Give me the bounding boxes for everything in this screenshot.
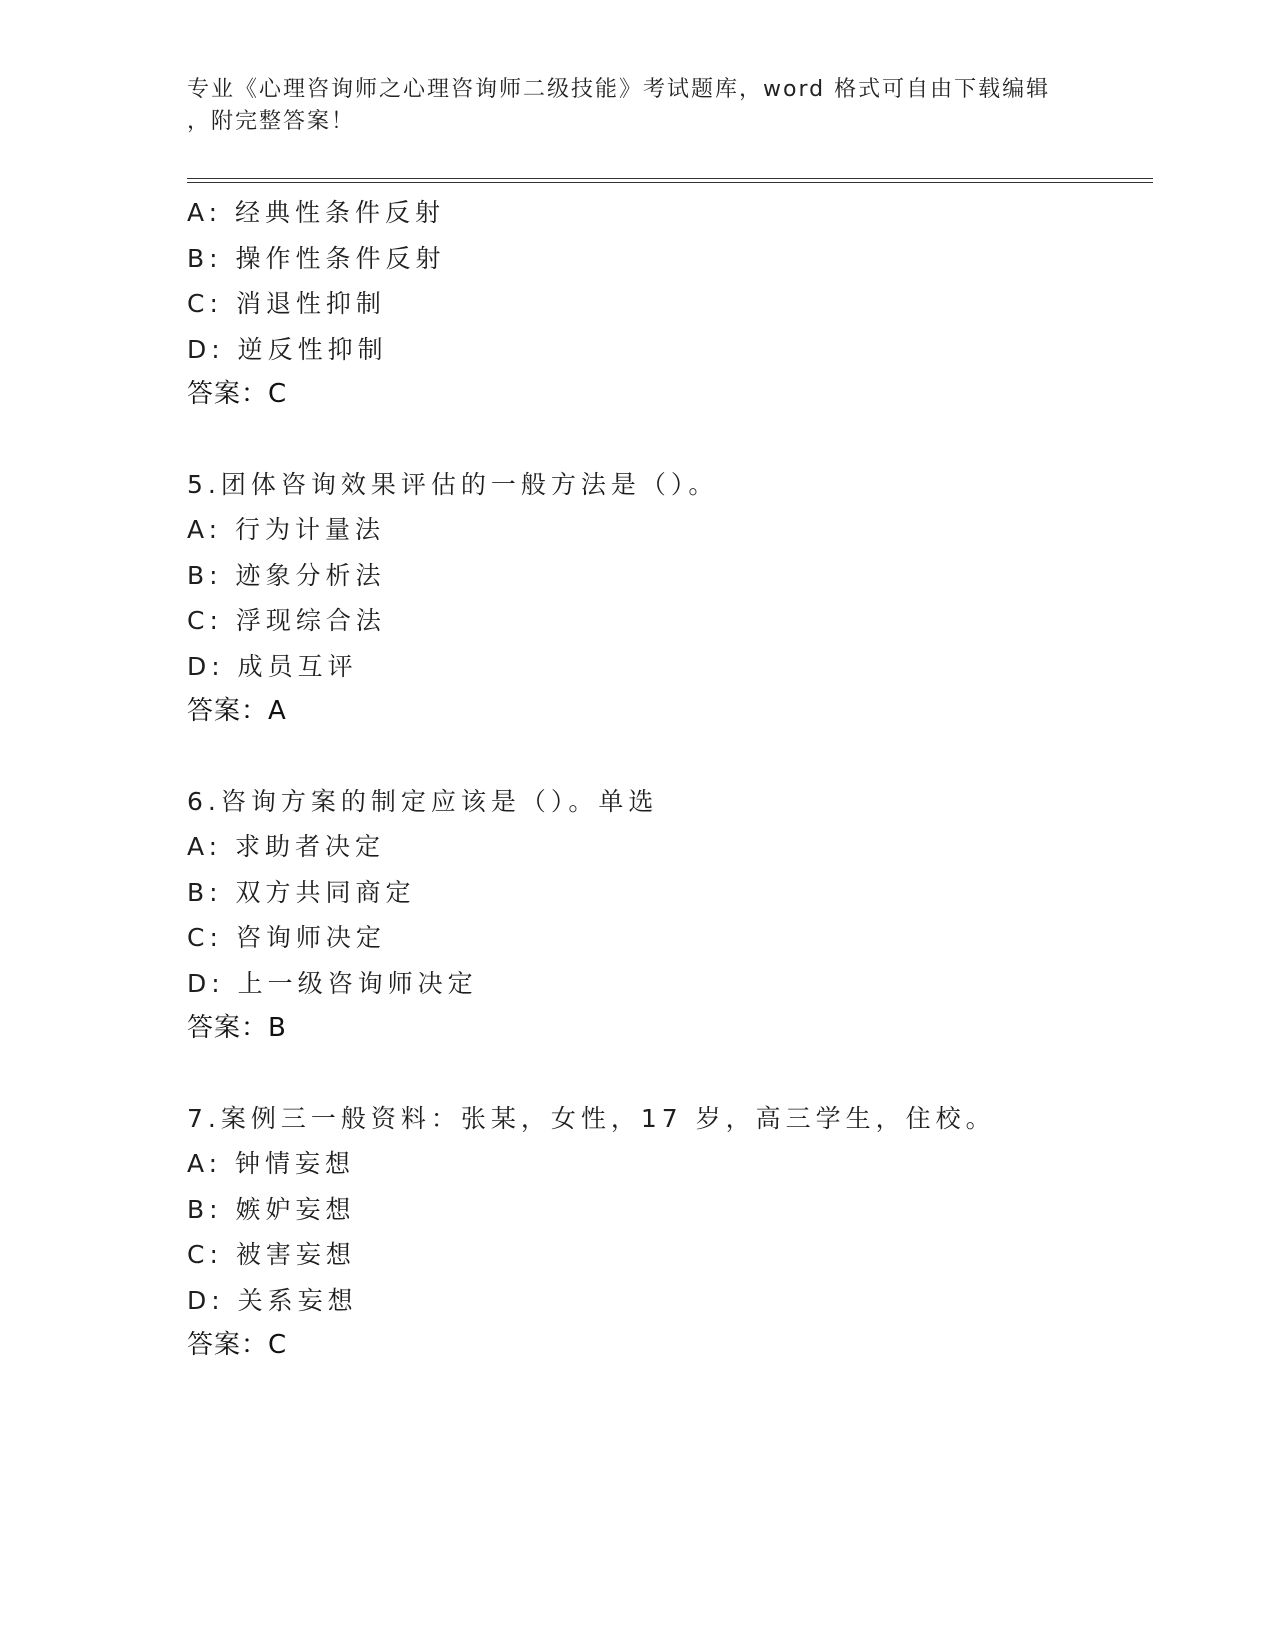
question-text: 7.案例三一般资料：张某，女性，17 岁，高三学生，住校。	[187, 1103, 996, 1133]
document-header	[187, 74, 1087, 138]
option-c: C: 咨询师决定	[187, 923, 386, 952]
option-b: B: 双方共同商定	[187, 877, 416, 907]
question-text: 6.咨询方案的制定应该是（）。单选	[187, 786, 659, 816]
question-block-4	[187, 190, 1147, 418]
question-list	[187, 190, 1147, 1369]
question-block-6	[187, 779, 1147, 1052]
answer-line: 答案：B	[187, 1013, 287, 1043]
option-d: D: 关系妄想	[187, 1285, 358, 1315]
option-b: B: 操作性条件反射	[187, 243, 446, 273]
option-c: C: 消退性抑制	[187, 289, 386, 318]
answer-line: 答案：C	[187, 1330, 288, 1360]
option-a: A: 求助者决定	[187, 832, 386, 861]
spacer	[187, 418, 1147, 462]
option-d: D: 逆反性抑制	[187, 334, 388, 364]
question-block-5	[187, 462, 1147, 735]
header-title-line1: 专业《心理咨询师之心理咨询师二级技能》考试题库，word 格式可自由下载编辑	[187, 77, 1051, 102]
option-a: A: 经典性条件反射	[187, 198, 446, 227]
option-a: A: 行为计量法	[187, 515, 386, 544]
question-block-7	[187, 1096, 1147, 1369]
option-b: B: 嫉妒妄想	[187, 1194, 356, 1224]
option-d: D: 上一级咨询师决定	[187, 968, 478, 998]
answer-line: 答案：C	[187, 379, 288, 409]
question-text: 5.团体咨询效果评估的一般方法是（）。	[187, 469, 719, 499]
header-title-line2: ，附完整答案！	[187, 109, 356, 134]
answer-line: 答案：A	[187, 696, 287, 726]
option-a: A: 钟情妄想	[187, 1149, 356, 1178]
option-b: B: 迹象分析法	[187, 560, 386, 590]
option-c: C: 浮现综合法	[187, 606, 386, 635]
header-divider-top	[187, 178, 1153, 179]
header-divider-bottom	[187, 182, 1153, 183]
spacer	[187, 735, 1147, 779]
option-d: D: 成员互评	[187, 651, 358, 681]
option-c: C: 被害妄想	[187, 1240, 356, 1269]
spacer	[187, 1052, 1147, 1096]
